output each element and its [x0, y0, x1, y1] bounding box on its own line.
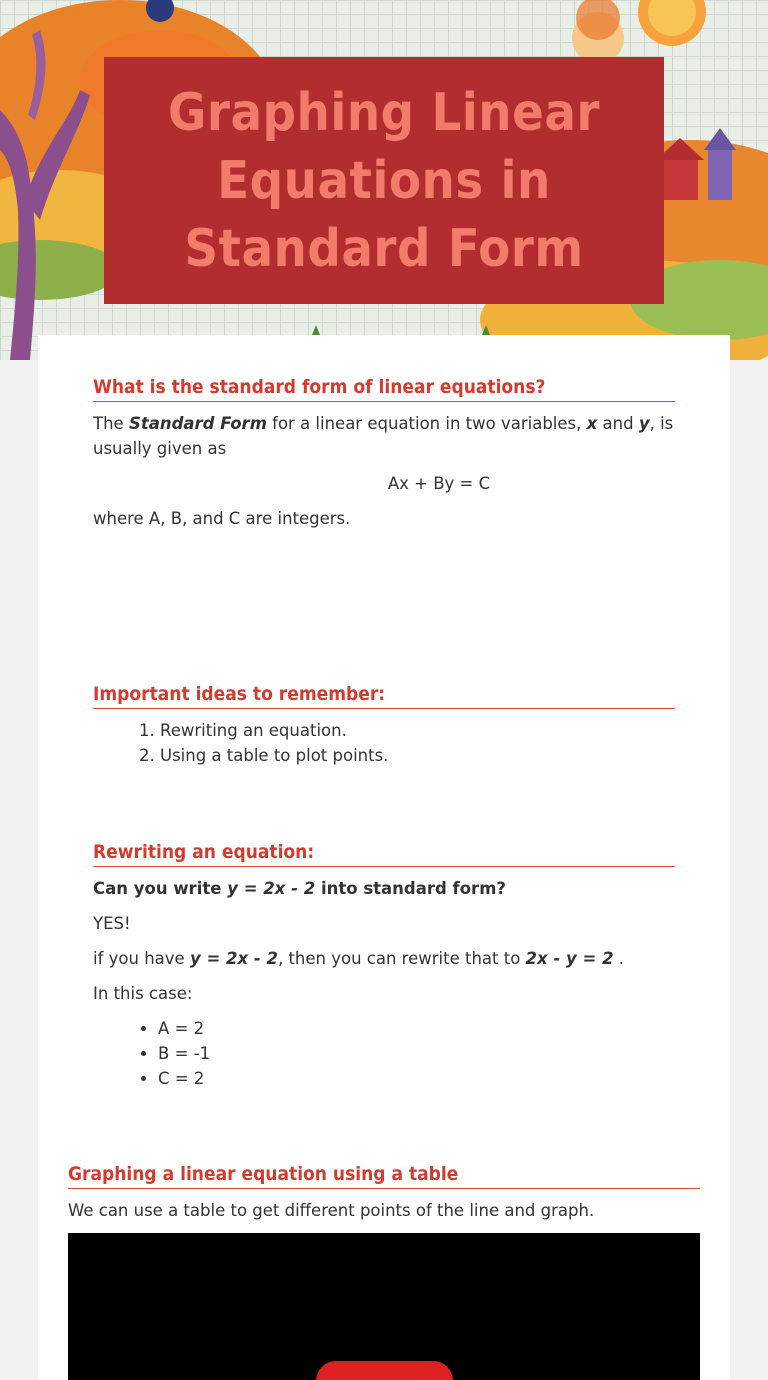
list-item: • A = 2	[158, 1016, 675, 1041]
section-heading: Important ideas to remember:	[93, 682, 675, 709]
section-heading: Rewriting an equation:	[93, 840, 675, 867]
standard-form-intro: The Standard Form for a linear equation in two variables, x and y, is usually given as	[93, 414, 674, 458]
section-important-ideas	[93, 682, 675, 768]
rewriting-explanation: if you have y = 2x - 2, then you can rewrite that to 2x - y = 2 .	[93, 949, 625, 968]
play-button[interactable]	[316, 1361, 453, 1380]
variable-x: x	[586, 414, 598, 433]
section-standard-form	[93, 375, 675, 531]
title-banner	[104, 57, 664, 304]
section-table	[68, 1162, 700, 1223]
page-title: Graphing Linear Equations in Standard Form	[168, 82, 600, 279]
list-item: 2. Using a table to plot points.	[160, 743, 675, 768]
standard-form-note: where A, B, and C are integers.	[93, 509, 351, 528]
case-label: In this case:	[93, 984, 193, 1003]
section-heading: Graphing a linear equation using a table	[68, 1162, 700, 1189]
section-rewriting	[93, 840, 675, 1091]
rewriting-question: Can you write y = 2x - 2 into standard form?	[93, 879, 506, 898]
equation-slope-form: y = 2x - 2	[227, 879, 316, 898]
video-player[interactable]	[68, 1233, 700, 1380]
coefficient-list	[93, 1016, 675, 1091]
standard-form-term: Standard Form	[128, 414, 267, 433]
list-item: 1. Rewriting an equation.	[160, 718, 675, 743]
list-item: • B = -1	[158, 1041, 675, 1066]
list-item: • C = 2	[158, 1066, 675, 1091]
table-intro: We can use a table to get different points of the line and graph.	[68, 1201, 595, 1220]
standard-form-equation: Ax + By = C	[387, 474, 491, 493]
content-card	[38, 335, 730, 1380]
rewriting-answer: YES!	[93, 914, 131, 933]
important-ideas-list	[93, 718, 675, 768]
section-heading: What is the standard form of linear equations?	[93, 375, 675, 402]
variable-y: y	[638, 414, 650, 433]
